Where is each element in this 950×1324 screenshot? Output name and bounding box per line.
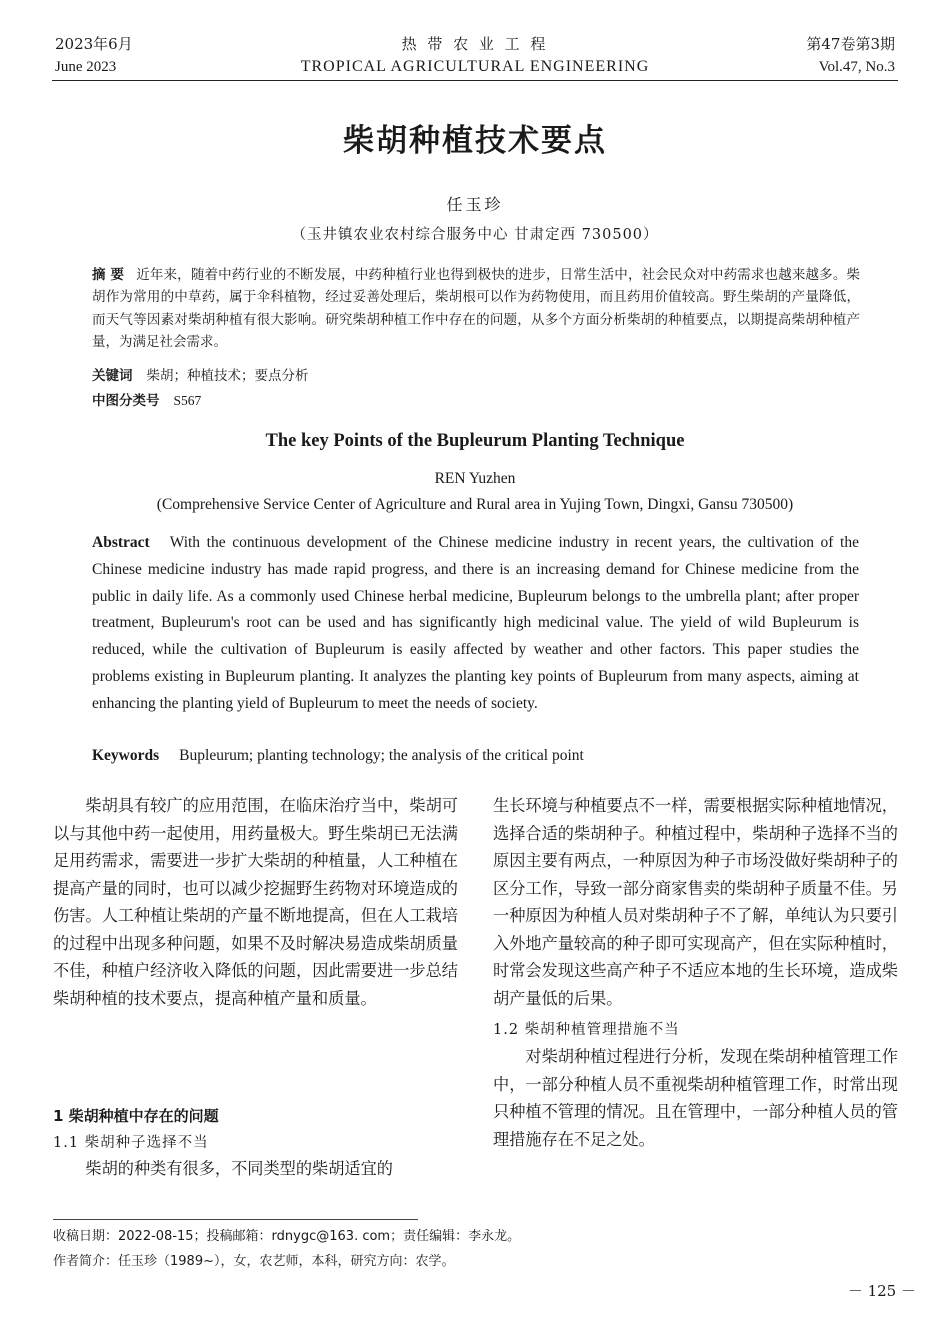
abstract-label-en: Abstract [92, 534, 150, 551]
article-title-en: The key Points of the Bupleurum Planting Technique [265, 431, 685, 451]
clc-text-cn: S567 [173, 393, 202, 408]
section-1-1-text-start: 柴胡的种类有很多，不同类型的柴胡适宜的 [85, 1159, 393, 1178]
article-title-cn: 柴胡种植技术要点 [343, 123, 607, 159]
keywords-text-en: Bupleurum; planting technology; the analysis of the critical point [179, 747, 584, 764]
section-1-1-paragraph-start [53, 1155, 458, 1183]
abstract-label-cn: 摘 要 [92, 267, 125, 283]
header-journal-cn: 热 带 农 业 工 程 [401, 35, 549, 53]
header-date-cn: 2023年6月 [55, 35, 133, 53]
keywords-en [92, 743, 584, 769]
abstract-text-en: With the continuous development of the Chinese medicine industry in recent years, the cultivation of the Chinese medicine industry has made rapid progress, and there is an increasing demand for Chinese medicine from the public in daily life. As a commonly used Chinese herbal medicine, Bupleurum belongs to the umbrella plant; after proper treatment, Bupleurum's root can be used and has significantly high medicinal value. The yield of wild Bupleurum is reduced, while the cultivation of Bupleurum is easily affected by weather and other factors. This paper studies the problems existing in Bupleurum planting. It analyzes the planting key points of Bupleurum from many aspects, aiming at enhancing the planting yield of Bupleurum to meet the needs of society. [92, 534, 859, 712]
page-number: － 125 － [847, 1282, 916, 1300]
clc-cn [92, 390, 201, 412]
section-1-heading: 1 柴胡种植中存在的问题 [53, 1107, 219, 1125]
header-volume-cn: 第47卷第3期 [806, 35, 895, 53]
section-1-2-text: 对柴胡种植过程进行分析，发现在柴胡种植管理工作中，一部分种植人员不重视柴胡种植管理工作，时常出现只种植不管理的情况。且在管理中，一部分种植人员的管理措施存在不足之处。 [493, 1047, 898, 1149]
section-1-1-text-cont: 生长环境与种植要点不一样，需要根据实际种植地情况，选择合适的柴胡种子。种植过程中，柴胡种子选择不当的原因主要有两点，一种原因为种子市场没做好柴胡种子的区分工作，导致一部分商家售卖的柴胡种子质量不佳。另一种原因为种植人员对柴胡种子不了解，单纯认为只要引入外地产量较高的种子即可实现高产，但在实际种植时，时常会发现这些高产种子不适应本地的生长环境，造成柴胡产量低的后果。 [493, 796, 898, 1008]
section-1-1-paragraph-cont [493, 792, 898, 1012]
keywords-cn [92, 365, 309, 387]
keywords-text-cn: 柴胡；种植技术；要点分析 [146, 368, 309, 384]
keywords-label-cn: 关键词 [92, 368, 133, 384]
section-1-2-paragraph [493, 1043, 898, 1153]
header-rule [52, 80, 898, 81]
section-1-1-heading: 1.1 柴胡种子选择不当 [53, 1135, 209, 1151]
author-en: REN Yuzhen [434, 470, 516, 487]
abstract-cn [92, 264, 860, 353]
abstract-en [92, 530, 859, 718]
author-cn: 任玉珍 [446, 195, 504, 214]
footnote-received: 收稿日期：2022-08-15；投稿邮箱：rdnygc@163. com；责任编辑：李永龙。 [53, 1229, 521, 1244]
abstract-text-cn: 近年来，随着中药行业的不断发展，中药种植行业也得到极快的进步，日常生活中，社会民众对中药需求也越来越多。柴胡作为常用的中草药，属于伞科植物，经过妥善处理后，柴胡根可以作为药物使用，而且药用价值较高。野生柴胡的产量降低，而天气等因素对柴胡种植有很大影响。研究柴胡种植工作中存在的问题，从多个方面分析柴胡的种植要点，以期提高柴胡种植产量，为满足社会需求。 [92, 267, 861, 350]
footnote-rule [53, 1219, 418, 1220]
header-date-en: June 2023 [55, 59, 117, 75]
affiliation-cn: （玉井镇农业农村综合服务中心 甘肃定西 730500） [291, 227, 659, 243]
header-volume-en: Vol.47, No.3 [818, 59, 895, 75]
affiliation-en: (Comprehensive Service Center of Agriculture and Rural area in Yujing Town, Dingxi, Gansu 730500) [156, 496, 794, 513]
keywords-label-en: Keywords [92, 747, 160, 764]
section-1-2-heading: 1.2 柴胡种植管理措施不当 [493, 1022, 680, 1038]
intro-paragraph [53, 792, 458, 1012]
clc-label-cn: 中图分类号 [92, 393, 160, 409]
intro-text: 柴胡具有较广的应用范围，在临床治疗当中，柴胡可以与其他中药一起使用，用药量极大。野生柴胡已无法满足用药需求，需要进一步扩大柴胡的种植量，人工种植在提高产量的同时，也可以减少挖掘野生药物对环境造成的伤害。人工种植让柴胡的产量不断地提高，但在人工栽培的过程中出现多种问题，如果不及时解决易造成柴胡质量不佳，种植户经济收入降低的问题，因此需要进一步总结柴胡种植的技术要点，提高种植产量和质量。 [53, 796, 458, 1008]
header-journal-en: TROPICAL AGRICULTURAL ENGINEERING [300, 58, 650, 75]
footnote-author-bio: 作者简介：任玉珍（1989~），女，农艺师，本科，研究方向：农学。 [53, 1254, 455, 1269]
